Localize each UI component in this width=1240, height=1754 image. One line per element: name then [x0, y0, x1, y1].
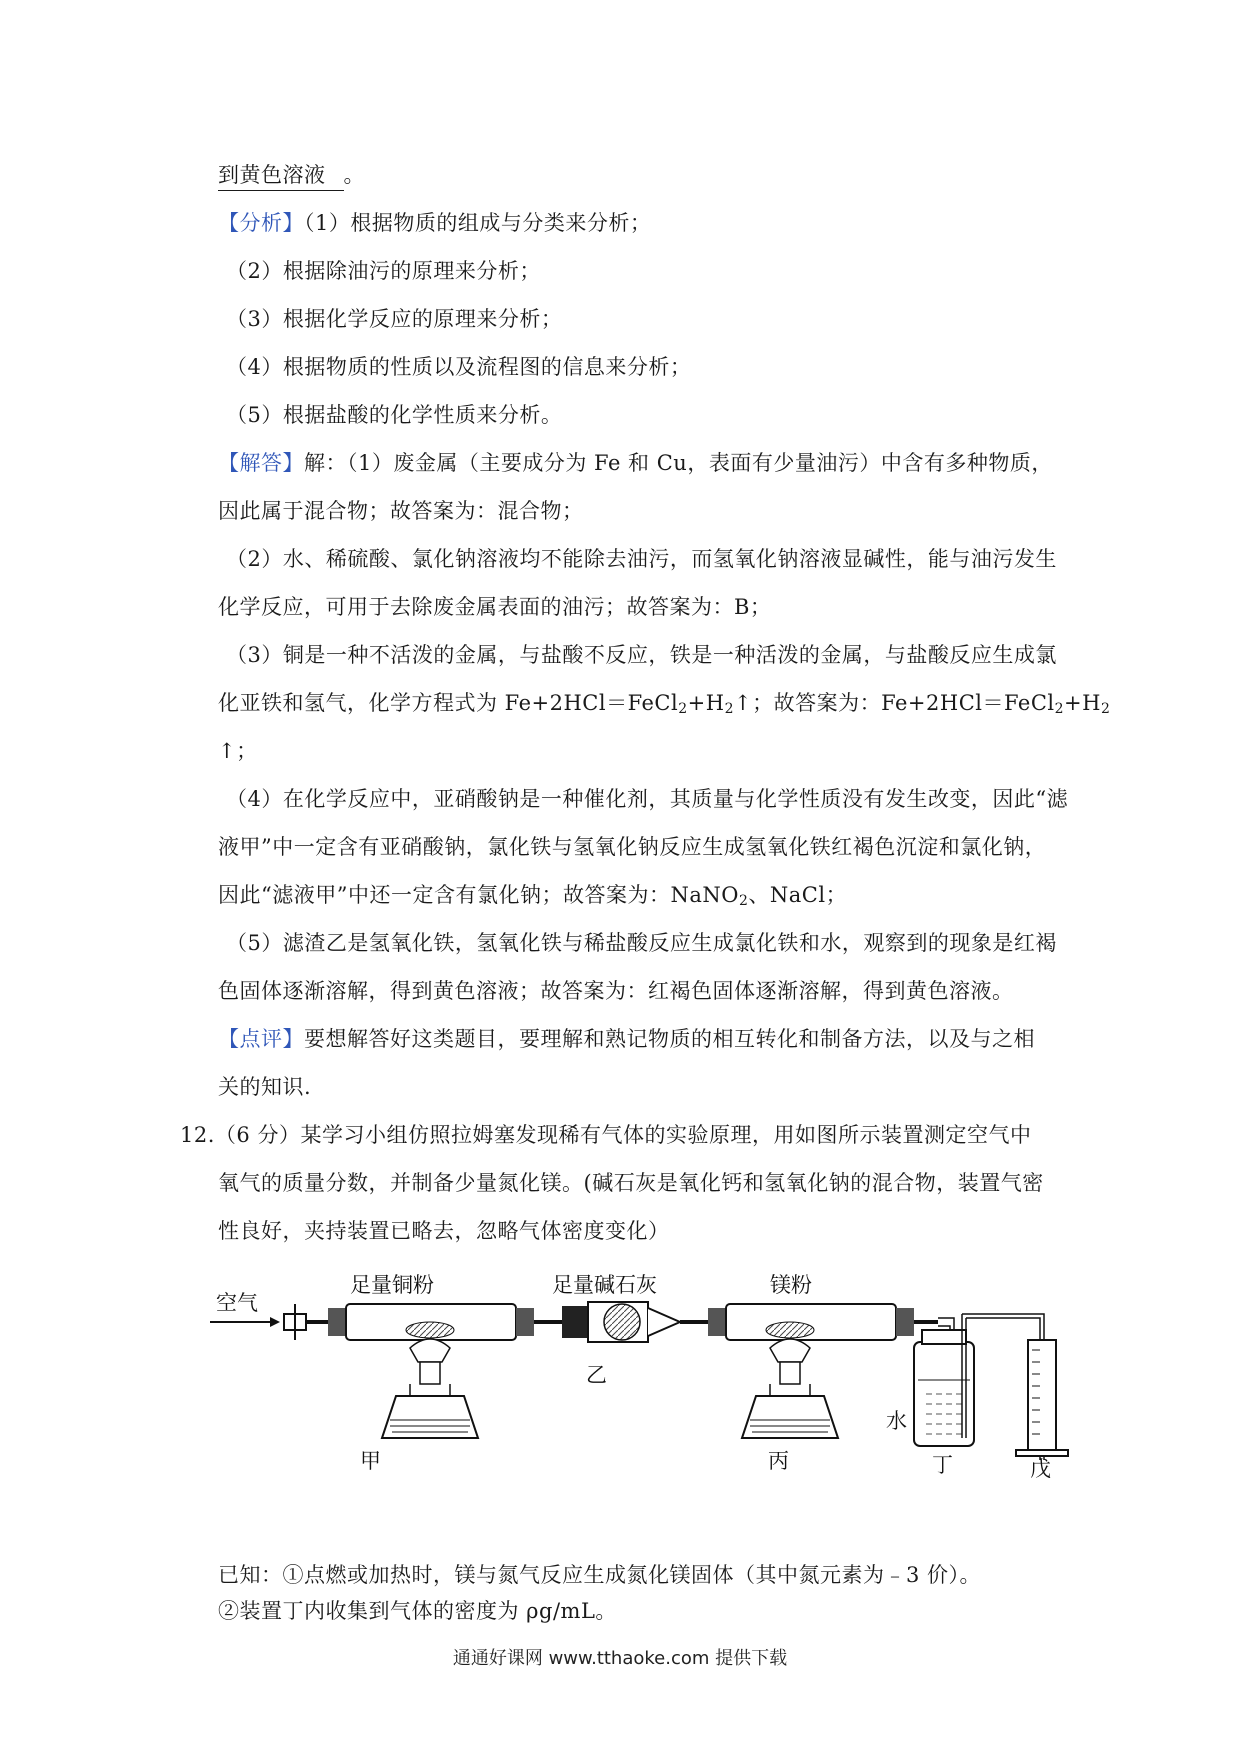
analysis-tag: 【分析】 [218, 211, 304, 235]
answer-continuation: 到黄色溶液 。 [218, 160, 1058, 191]
burner-bing-icon [742, 1339, 838, 1438]
answer-line-5b: 色固体逐渐溶解，得到黄色溶液；故答案为：红褐色固体逐渐溶解，得到黄色溶液。 [218, 979, 1014, 1003]
known-line-2: ②装置丁内收集到气体的密度为 ρg/mL。 [218, 1599, 617, 1623]
answer-line-2b: 化学反应，可用于去除废金属表面的油污；故答案为：B； [218, 595, 772, 619]
footer-text: 通通好课网 www.tthaoke.com 提供下载 [452, 1648, 788, 1669]
answer-line-1b: 因此属于混合物；故答案为：混合物； [218, 499, 584, 523]
reaction-tube-bing [708, 1304, 914, 1340]
apparatus-diagram [210, 1270, 1200, 1510]
magnesium-powder-label: 镁粉 [770, 1273, 812, 1297]
label-wu: 戊 [1030, 1457, 1051, 1481]
answer-line-3a: （3）铜是一种不活泼的金属，与盐酸不反应，铁是一种活泼的金属，与盐酸反应生成氯 [226, 643, 1057, 667]
answer-line-2a: （2）水、稀硫酸、氯化钠溶液均不能除去油污，而氢氧化钠溶液显碱性，能与油污发生 [226, 547, 1057, 571]
graduated-cylinder-wu [1016, 1340, 1068, 1456]
label-yi: 乙 [586, 1363, 607, 1387]
water-label: 水 [886, 1409, 907, 1433]
label-ding: 丁 [932, 1453, 953, 1477]
gas-bottle-ding [914, 1330, 974, 1446]
air-arrow-head-icon [270, 1317, 280, 1327]
analysis-line-5: （5）根据盐酸的化学性质来分析。 [226, 403, 563, 427]
label-jia: 甲 [360, 1449, 381, 1473]
question-12-line-b: 氧气的质量分数，并制备少量氮化镁。(碱石灰是氧化钙和氢氧化钠的混合物，装置气密 [218, 1171, 1044, 1195]
copper-powder-label: 足量铜粉 [350, 1273, 434, 1297]
answer-line-3b: 化亚铁和氢气，化学方程式为 $Fe+2HCl=FeCl_2+H_2↑$；故答案为：$Fe+2HCl=FeCl_2+H_2$ [218, 691, 1111, 717]
comment-line-b: 关的知识. [218, 1075, 312, 1099]
reaction-tube-jia [328, 1304, 534, 1340]
question-12-line-a: 12.（6 分）某学习小组仿照拉姆塞发现稀有气体的实验原理，用如图所示装置测定空气中 [180, 1123, 1032, 1147]
soda-lime-label: 足量碱石灰 [552, 1273, 657, 1297]
comment-line-a: 【点评】要想解答好这类题目，要理解和熟记物质的相互转化和制备方法，以及与之相 [218, 1027, 1035, 1051]
question-12-line-c: 性良好，夹持装置已略去，忽略气体密度变化） [218, 1219, 670, 1243]
analysis-line-2: （2）根据除油污的原理来分析； [226, 259, 541, 283]
answer-line-4b: 液甲”中一定含有亚硝酸钠，氯化铁与氢氧化钠反应生成氢氧化铁红褐色沉淀和氯化钠， [218, 835, 1047, 859]
inlet-valve-icon [284, 1304, 306, 1340]
comment-tag: 【点评】 [218, 1027, 304, 1051]
answer-tag: 【解答】 [218, 451, 304, 475]
analysis-line-3: （3）根据化学反应的原理来分析； [226, 307, 563, 331]
answer-line-4c: 因此“滤液甲”中还一定含有氯化钠；故答案为：NaNO$_2$、NaCl； [218, 883, 848, 909]
drying-tube-yi [562, 1302, 680, 1342]
answer-line-4a: （4）在化学反应中，亚硝酸钠是一种催化剂，其质量与化学性质没有发生改变，因此“滤 [226, 787, 1069, 811]
answer-line-5a: （5）滤渣乙是氢氧化铁，氢氧化铁与稀盐酸反应生成氯化铁和水，观察到的现象是红褐 [226, 931, 1057, 955]
answer-blank: 到黄色溶液 [218, 160, 344, 191]
question-number: 12. [180, 1123, 215, 1147]
known-line-1: 已知：①点燃或加热时，镁与氮气反应生成氮化镁固体（其中氮元素为﹣3 价）。 [218, 1563, 982, 1587]
answer-line-1a: 【解答】解：（1）废金属（主要成分为 Fe 和 Cu，表面有少量油污）中含有多种物质， [218, 451, 1053, 475]
air-label: 空气 [216, 1291, 258, 1315]
answer-line-3c: ↑； [218, 739, 258, 763]
label-bing: 丙 [768, 1449, 789, 1473]
analysis-line-1: 【分析】（1）根据物质的组成与分类来分析； [218, 211, 652, 235]
analysis-line-4: （4）根据物质的性质以及流程图的信息来分析； [226, 355, 692, 379]
burner-jia-icon [382, 1339, 478, 1438]
